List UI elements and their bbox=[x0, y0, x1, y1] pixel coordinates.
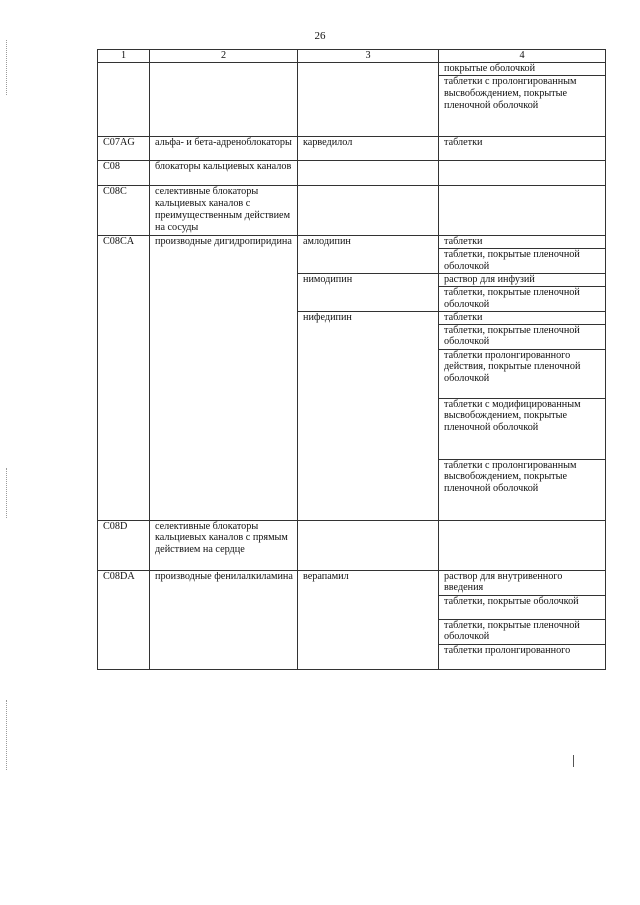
form-cell bbox=[439, 160, 606, 185]
form-cell: таблетки, покрытые пленочной оболочкой bbox=[439, 286, 606, 311]
group-cell: селективные блокаторы кальциевых каналов с прямым действием на сердце bbox=[150, 520, 298, 570]
group-cell: альфа- и бета-адреноблокаторы bbox=[150, 136, 298, 160]
form-cell: таблетки с пролонгированным высвобождением, покрытые пленочной оболочкой bbox=[439, 459, 606, 520]
atc-code-cell: C07AG bbox=[98, 136, 150, 160]
atc-code-cell: C08CA bbox=[98, 235, 150, 520]
form-cell: таблетки с пролонгированным высвобождением, покрытые пленочной оболочкой bbox=[439, 75, 606, 136]
form-cell: покрытые оболочкой bbox=[439, 63, 606, 76]
form-cell: раствор для внутривенного введения bbox=[439, 570, 606, 595]
header-col-1: 1 bbox=[98, 50, 150, 63]
group-cell bbox=[150, 63, 298, 137]
drug-cell bbox=[298, 520, 439, 570]
scan-edge-mark-middle bbox=[6, 468, 7, 518]
group-cell: производные фенилалкиламина bbox=[150, 570, 298, 669]
drug-cell bbox=[298, 63, 439, 137]
table-row bbox=[98, 63, 606, 76]
drug-classification-table bbox=[97, 49, 606, 670]
drug-cell bbox=[298, 160, 439, 185]
form-cell: таблетки с модифицированным высвобождением, покрытые пленочной оболочкой bbox=[439, 398, 606, 459]
drug-cell-amlodipine: амлодипин bbox=[298, 235, 439, 273]
header-col-3: 3 bbox=[298, 50, 439, 63]
form-cell bbox=[439, 520, 606, 570]
table-row bbox=[98, 520, 606, 570]
form-cell: таблетки пролонгированного bbox=[439, 644, 606, 669]
atc-code-cell: C08C bbox=[98, 185, 150, 235]
margin-tick-mark bbox=[573, 755, 574, 767]
form-cell: таблетки bbox=[439, 311, 606, 324]
form-cell: таблетки, покрытые пленочной оболочкой bbox=[439, 324, 606, 349]
form-cell: раствор для инфузий bbox=[439, 273, 606, 286]
form-cell: таблетки, покрытые оболочкой bbox=[439, 595, 606, 619]
scan-edge-mark-bottom bbox=[6, 700, 7, 770]
scan-edge-mark-top bbox=[6, 40, 7, 95]
table-header-row bbox=[98, 50, 606, 63]
group-cell: производные дигидропиридина bbox=[150, 235, 298, 520]
header-col-4: 4 bbox=[439, 50, 606, 63]
table-row bbox=[98, 235, 606, 248]
drug-cell bbox=[298, 185, 439, 235]
form-cell: таблетки пролонгированного действия, покрытые пленочной оболочкой bbox=[439, 349, 606, 398]
form-cell: таблетки bbox=[439, 235, 606, 248]
table-row bbox=[98, 185, 606, 235]
atc-code-cell bbox=[98, 63, 150, 137]
atc-code-cell: C08D bbox=[98, 520, 150, 570]
form-cell: таблетки, покрытые пленочной оболочкой bbox=[439, 248, 606, 273]
table-row bbox=[98, 570, 606, 595]
form-cell: таблетки, покрытые пленочной оболочкой bbox=[439, 619, 606, 644]
atc-code-cell: C08 bbox=[98, 160, 150, 185]
form-cell bbox=[439, 185, 606, 235]
drug-cell-nimodipine: нимодипин bbox=[298, 273, 439, 311]
atc-code-cell: C08DA bbox=[98, 570, 150, 669]
drug-cell-nifedipine: нифедипин bbox=[298, 311, 439, 520]
group-cell: блокаторы кальциевых каналов bbox=[150, 160, 298, 185]
page-number: 26 bbox=[314, 30, 326, 42]
drug-cell: верапамил bbox=[298, 570, 439, 669]
group-cell: селективные блокаторы кальциевых каналов с преимущественным действием на сосуды bbox=[150, 185, 298, 235]
drug-cell: карведилол bbox=[298, 136, 439, 160]
form-cell: таблетки bbox=[439, 136, 606, 160]
table-row bbox=[98, 136, 606, 160]
header-col-2: 2 bbox=[150, 50, 298, 63]
table-row bbox=[98, 160, 606, 185]
